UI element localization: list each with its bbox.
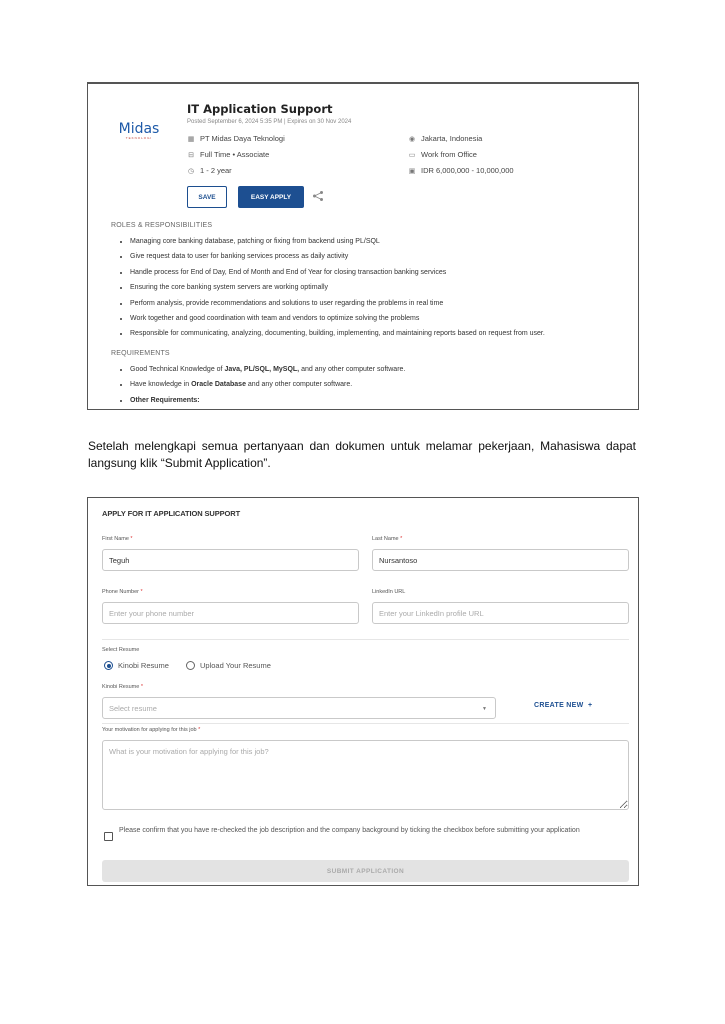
resume-select[interactable]: Select resume ▼ [102, 697, 496, 719]
confirm-checkbox[interactable] [104, 832, 113, 841]
linkedin-input[interactable]: Enter your LinkedIn profile URL [372, 602, 629, 624]
last-name-label: Last Name * [372, 536, 403, 542]
linkedin-label: LinkedIn URL [372, 589, 406, 595]
location-row: ◉ Jakarta, Indonesia [408, 134, 483, 143]
radio-unselected-icon[interactable] [186, 661, 195, 670]
radio-kinobi-resume[interactable]: Kinobi Resume [104, 661, 169, 670]
list-item: • Have knowledge in Oracle Database and any other computer software. [130, 379, 405, 394]
first-name-input[interactable]: Teguh [102, 549, 359, 571]
share-icon[interactable] [312, 190, 324, 202]
divider [102, 639, 629, 640]
roles-heading: ROLES & RESPONSIBILITIES [111, 222, 213, 229]
list-item: • Other Requirements: [130, 395, 405, 410]
job-detail-card [87, 82, 639, 410]
select-resume-label: Select Resume [102, 647, 140, 653]
employment-row: ⊟ Full Time • Associate [188, 150, 270, 159]
phone-label: Phone Number * [102, 589, 143, 595]
experience-row: ◷ 1 - 2 year [187, 166, 232, 175]
company-logo: Midas TEKNOLOGI [118, 121, 160, 140]
job-title: IT Application Support [187, 102, 333, 116]
laptop-icon: ▭ [408, 151, 416, 159]
first-name-label: First Name * [102, 536, 133, 542]
location-pin-icon: ◉ [408, 135, 416, 143]
kinobi-resume-label: Kinobi Resume * [102, 684, 143, 690]
instruction-paragraph: Setelah melengkapi semua pertanyaan dan dokumen untuk melamar pekerjaan, Mahasiswa dapat langsung klik “Submit Application”. [88, 439, 636, 470]
easy-apply-button[interactable]: EASY APPLY [238, 186, 304, 208]
save-button[interactable]: SAVE [187, 186, 227, 208]
radio-upload-resume[interactable]: Upload Your Resume [186, 661, 271, 670]
plus-icon: + [588, 702, 593, 709]
list-item: • Work together and good coordination with team and vendors to optimize solving the problems [130, 313, 545, 328]
list-item: • Give request data to user for banking services process as daily activity [130, 251, 545, 266]
company-row: ▦ PT Midas Daya Teknologi [187, 134, 285, 143]
create-new-button[interactable]: CREATE NEW + [534, 702, 593, 709]
clock-icon: ◷ [187, 167, 195, 175]
building-icon: ▦ [187, 135, 195, 143]
list-item: • Responsible for communicating, analyzing, documenting, building, implementing, and maintaining reports based on request from user. [130, 328, 545, 343]
submit-application-button[interactable]: SUBMIT APPLICATION [102, 860, 629, 882]
motivation-textarea[interactable] [102, 740, 629, 810]
list-item: • Handle process for End of Day, End of Month and End of Year for closing transaction banking services [130, 267, 545, 282]
money-icon: ▣ [408, 167, 416, 175]
last-name-input[interactable]: Nursantoso [372, 549, 629, 571]
list-item: • Ensuring the core banking system servers are working optimally [130, 282, 545, 297]
divider [102, 723, 629, 724]
posted-date: Posted September 6, 2024 5:35 PM | Expires on 30 Nov 2024 [187, 119, 352, 125]
requirements-list [111, 364, 405, 410]
list-item: • Good Technical Knowledge of Java, PL/SQL, MySQL, and any other computer software. [130, 364, 405, 379]
list-item: • Perform analysis, provide recommendations and solutions to user regarding the problems in real time [130, 298, 545, 313]
application-form [87, 497, 639, 886]
requirements-heading: REQUIREMENTS [111, 350, 170, 357]
confirm-text: Please confirm that you have re-checked the job description and the company background by ticking the checkbox before submitting your application [119, 827, 580, 834]
chevron-down-icon: ▼ [482, 706, 487, 712]
radio-selected-icon[interactable] [104, 661, 113, 670]
phone-input[interactable]: Enter your phone number [102, 602, 359, 624]
salary-row: ▣ IDR 6,000,000 - 10,000,000 [408, 166, 514, 175]
form-title: APPLY FOR IT APPLICATION SUPPORT [102, 509, 241, 518]
list-item: • Managing core banking database, patching or fixing from backend using PL/SQL [130, 236, 545, 251]
briefcase-icon: ⊟ [188, 151, 194, 159]
work-mode-row: ▭ Work from Office [408, 150, 477, 159]
motivation-label: Your motivation for applying for this job * [102, 727, 201, 733]
roles-list [111, 236, 545, 344]
